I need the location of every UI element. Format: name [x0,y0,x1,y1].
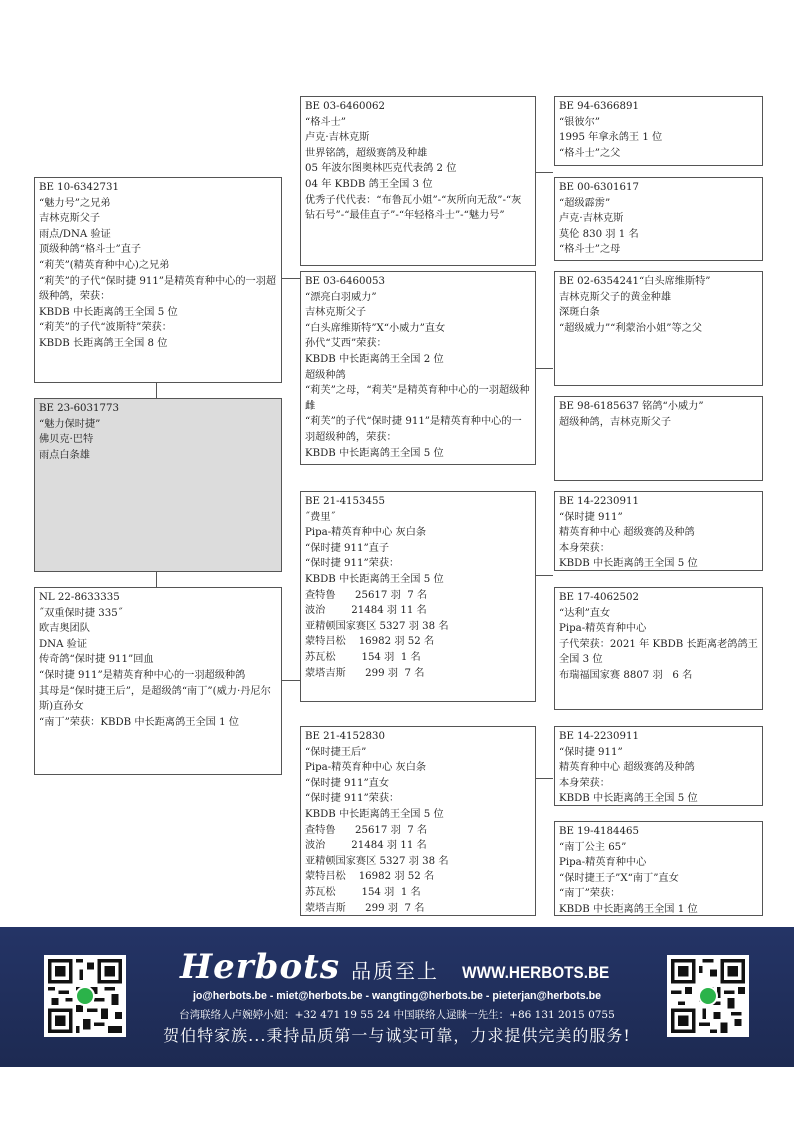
subject-pigeon-card [34,398,282,572]
ring-number: BE 14-2230911 [559,731,639,742]
connector-line [535,778,553,779]
pedigree-line: 亚精顿国家赛区 5327 羽 38 名 [305,620,449,632]
pedigree-line: “保时捷 911”直子 [305,542,390,554]
pedigree-line: 波治 21484 羽 11 名 [305,840,427,852]
pedigree-line: 04 年 KBDB 鸽王全国 3 位 [305,178,433,190]
pedigree-line: “保时捷王子”X“南丁”直女 [559,872,679,884]
pedigree-line: KBDB 中长距离鸽王全国 5 位 [559,793,698,805]
ring-number: BE 14-2230911 [559,496,639,507]
pedigree-line: 蒙塔吉斯 299 羽 7 名 [305,902,425,914]
ring-number: NL 22-8633335 [39,592,120,603]
sire-sire-dam-card [554,177,763,261]
pedigree-line: 雨点/DNA 验证 [39,228,111,240]
pedigree-line: “南丁”荣获：KBDB 中长距离鸽王全国 1 位 [39,716,239,728]
pedigree-line: Pipa-精英育种中心 灰白条 [305,527,427,539]
pedigree-line: “银彼尔” [559,116,600,128]
line-app-icon [75,986,95,1006]
pedigree-line: “保时捷王后” [305,746,367,758]
pedigree-line: Pipa-精英育种中心 灰白条 [305,762,427,774]
pedigree-line: Pipa-精英育种中心 [559,623,647,635]
connector-line [156,571,157,587]
connector-line [535,172,553,173]
pedigree-line: 吉林克斯父子 [39,213,101,225]
pedigree-line: KBDB 中长距离鸽王全国 5 位 [305,573,444,585]
pedigree-line: 子代荣获：2021 年 KBDB 长距离老鸽鸽王全国 3 位 [559,638,758,666]
pedigree-line: KBDB 长距离鸽王全国 8 位 [39,337,168,349]
pedigree-line: “保时捷 911”直女 [305,777,390,789]
connector-line [156,382,157,398]
pedigree-line: 05 年波尔图奥林匹克代表鸽 2 位 [305,163,457,175]
pedigree-line: “保时捷 911” [559,511,623,523]
pedigree-line: 孙代“艾西”荣获： [305,338,387,350]
ring-number: BE 19-4184465 [559,826,639,837]
pedigree-line: DNA 验证 [39,638,88,650]
pedigree-line: 蒙特吕松 16982 羽 52 名 [305,871,435,883]
dam-dam-sire-card [554,726,763,806]
pedigree-line: 欧吉奥团队 [39,623,90,635]
qr-code-right[interactable] [667,955,749,1037]
pedigree-line: 卢克·吉林克斯 [305,132,370,144]
pedigree-line: 蒙特吕松 16982 羽 52 名 [305,636,435,648]
pedigree-line: 超级种鸽 [305,369,346,381]
pedigree-line: ˝费里˝ [305,511,336,523]
pedigree-line: 查特鲁 25617 羽 7 名 [305,824,428,836]
pedigree-line: KBDB 中长距离鸽王全国 2 位 [305,353,444,365]
company-slogan: 贺伯特家族...秉持品质第一与诚实可靠，力求提供完美的服务! [163,1026,631,1045]
pedigree-line: 苏瓦松 154 羽 1 名 [305,886,421,898]
ring-number: BE 94-6366891 [559,101,639,112]
pedigree-line: “保时捷 911” [559,746,623,758]
dam-sire-card [300,491,536,702]
dam-dam-card [300,726,536,916]
pedigree-line: “南丁”荣获： [559,888,621,900]
pedigree-line: 精英育种中心 超级赛鸽及种鸽 [559,527,695,539]
connector-line [535,368,553,369]
sire-dam-sire-card [554,271,763,386]
pedigree-line: “超级威力”“利蒙治小姐”等之父 [559,322,703,334]
website-link[interactable]: WWW.HERBOTS.BE [462,963,610,982]
sire-dam-card [300,271,536,465]
dam-sire-dam-card [554,587,763,710]
pedigree-line: “白头席维斯特”X“小威力”直女 [305,322,446,334]
qr-code-left[interactable] [44,955,126,1037]
pedigree-line: 吉林克斯父子的黄金种雄 [559,291,672,303]
brand-tagline: 品质至上 [351,959,440,983]
pedigree-line: 苏瓦松 154 羽 1 名 [305,651,421,663]
pedigree-line: 深斑白条 [559,307,600,319]
pedigree-line: 吉林克斯父子 [305,307,367,319]
pedigree-line: 1995 年拿永鸽王 1 位 [559,132,663,144]
pedigree-line: 卢克·吉林克斯 [559,213,624,225]
pedigree-line: “保时捷 911”荣获： [305,558,400,570]
pedigree-line: “超级霹雳” [559,197,611,209]
footer-banner [0,927,794,1067]
pedigree-line: 传奇鸽“保时捷 911”回血 [39,654,154,666]
pedigree-line: 本身荣获： [559,777,610,789]
pedigree-line: “保时捷 911”是精英育种中心的一羽超级种鸽 [39,669,246,681]
pedigree-line: 超级种鸽，吉林克斯父子 [559,416,672,428]
pedigree-line: KBDB 中长距离鸽王全国 5 位 [305,808,444,820]
pedigree-line: ˝双重保时捷 335˝ [39,607,123,619]
pedigree-line: 顶级种鸽“格斗士”直子 [39,244,142,256]
pedigree-line: 查特鲁 25617 羽 7 名 [305,589,428,601]
ring-number: BE 03-6460062 [305,101,385,112]
wechat-icon [698,986,718,1006]
pedigree-line: KBDB 中长距离鸽王全国 5 位 [305,447,444,459]
pedigree-line: 雨点白条雄 [39,449,90,461]
ring-number: BE 03-6460053 [305,276,385,287]
pedigree-line: Pipa-精英育种中心 [559,857,647,869]
ring-number: BE 21-4152830 [305,731,385,742]
pedigree-line: 本身荣获： [559,542,610,554]
pedigree-line: “莉芙”的子代“波斯特”荣获： [39,322,172,334]
pedigree-line: “南丁公主 65” [559,841,627,853]
pedigree-line: 优秀子代代表：“布鲁瓦小姐”-“灰所向无敌”-“灰钻石号”-“最佳直子”-“年轻格斗士”-“魅力号” [305,194,522,222]
pedigree-line: 其母是“保时捷王后”，是超级鸽“南丁”(威力·丹尼尔斯)直孙女 [39,685,271,713]
pedigree-line: “格斗士”之母 [559,244,621,256]
ring-number: BE 00-6301617 [559,182,639,193]
pedigree-line: 世界铭鸽，超级赛鸽及种雄 [305,147,428,159]
pedigree-line: KBDB 中长距离鸽王全国 5 位 [559,558,698,570]
pedigree-line: “格斗士” [305,116,346,128]
dam-card [34,587,282,775]
ring-number: BE 98-6185637 铭鸽“小威力” [559,401,704,412]
ring-number: BE 02-6354241“白头席维斯特” [559,276,711,287]
herbots-logo: Herbots [180,947,340,987]
phone-contacts: 台湾联络人卢婉婷小姐：+32 471 19 55 24 中国联络人逯睐一先生：+86 131 2015 0755 [179,1009,615,1021]
ring-number: BE 17-4062502 [559,592,639,603]
sire-card [34,177,282,383]
pedigree-line: “保时捷 911”荣获： [305,793,400,805]
pedigree-line: KBDB 中长距离鸽王全国 1 位 [559,903,698,915]
ring-number: BE 10-6342731 [39,182,119,193]
pedigree-line: 莫伦 830 羽 1 名 [559,228,639,240]
pedigree-line: “魅力保时捷” [39,418,101,430]
pedigree-line: “格斗士”之父 [559,147,621,159]
dam-sire-sire-card [554,491,763,571]
pedigree-line: 亚精顿国家赛区 5327 羽 38 名 [305,855,449,867]
email-contacts[interactable]: jo@herbots.be - miet@herbots.be - wangting@herbots.be - pieterjan@herbots.be [192,990,601,1002]
ring-number: BE 23-6031773 [39,403,119,414]
sire-sire-sire-card [554,96,763,166]
pedigree-line: 布瑞福国家赛 8807 羽 6 名 [559,669,693,681]
pedigree-line: 波治 21484 羽 11 名 [305,605,427,617]
pedigree-line: “魅力号”之兄弟 [39,197,111,209]
pedigree-line: “莉芙”的子代“保时捷 911”是精英育种中心的一羽超级种鸽，荣获： [39,275,277,303]
sire-sire-card [300,96,536,266]
sire-dam-dam-card [554,396,763,481]
pedigree-line: “莉芙”(精英育种中心)之兄弟 [39,259,170,271]
dam-dam-dam-card [554,821,763,916]
pedigree-line: 佛贝克·巴特 [39,434,94,446]
pedigree-line: KBDB 中长距离鸽王全国 5 位 [39,306,178,318]
connector-line [281,278,301,279]
pedigree-line: “莉芙”之母，“莉芙”是精英育种中心的一羽超级种雌 [305,385,530,412]
connector-line [535,575,553,576]
pedigree-line: “达利”直女 [559,607,611,619]
ring-number: BE 21-4153455 [305,496,385,507]
pedigree-line: 精英育种中心 超级赛鸽及种鸽 [559,762,695,774]
pedigree-line: 蒙塔吉斯 299 羽 7 名 [305,667,425,679]
pedigree-line: “莉芙”的子代“保时捷 911”是精英育种中心的一羽超级种鸽，荣获： [305,416,522,443]
pedigree-line: “漂亮白羽威力” [305,291,377,303]
brand-row [180,947,640,987]
connector-line [281,680,301,681]
